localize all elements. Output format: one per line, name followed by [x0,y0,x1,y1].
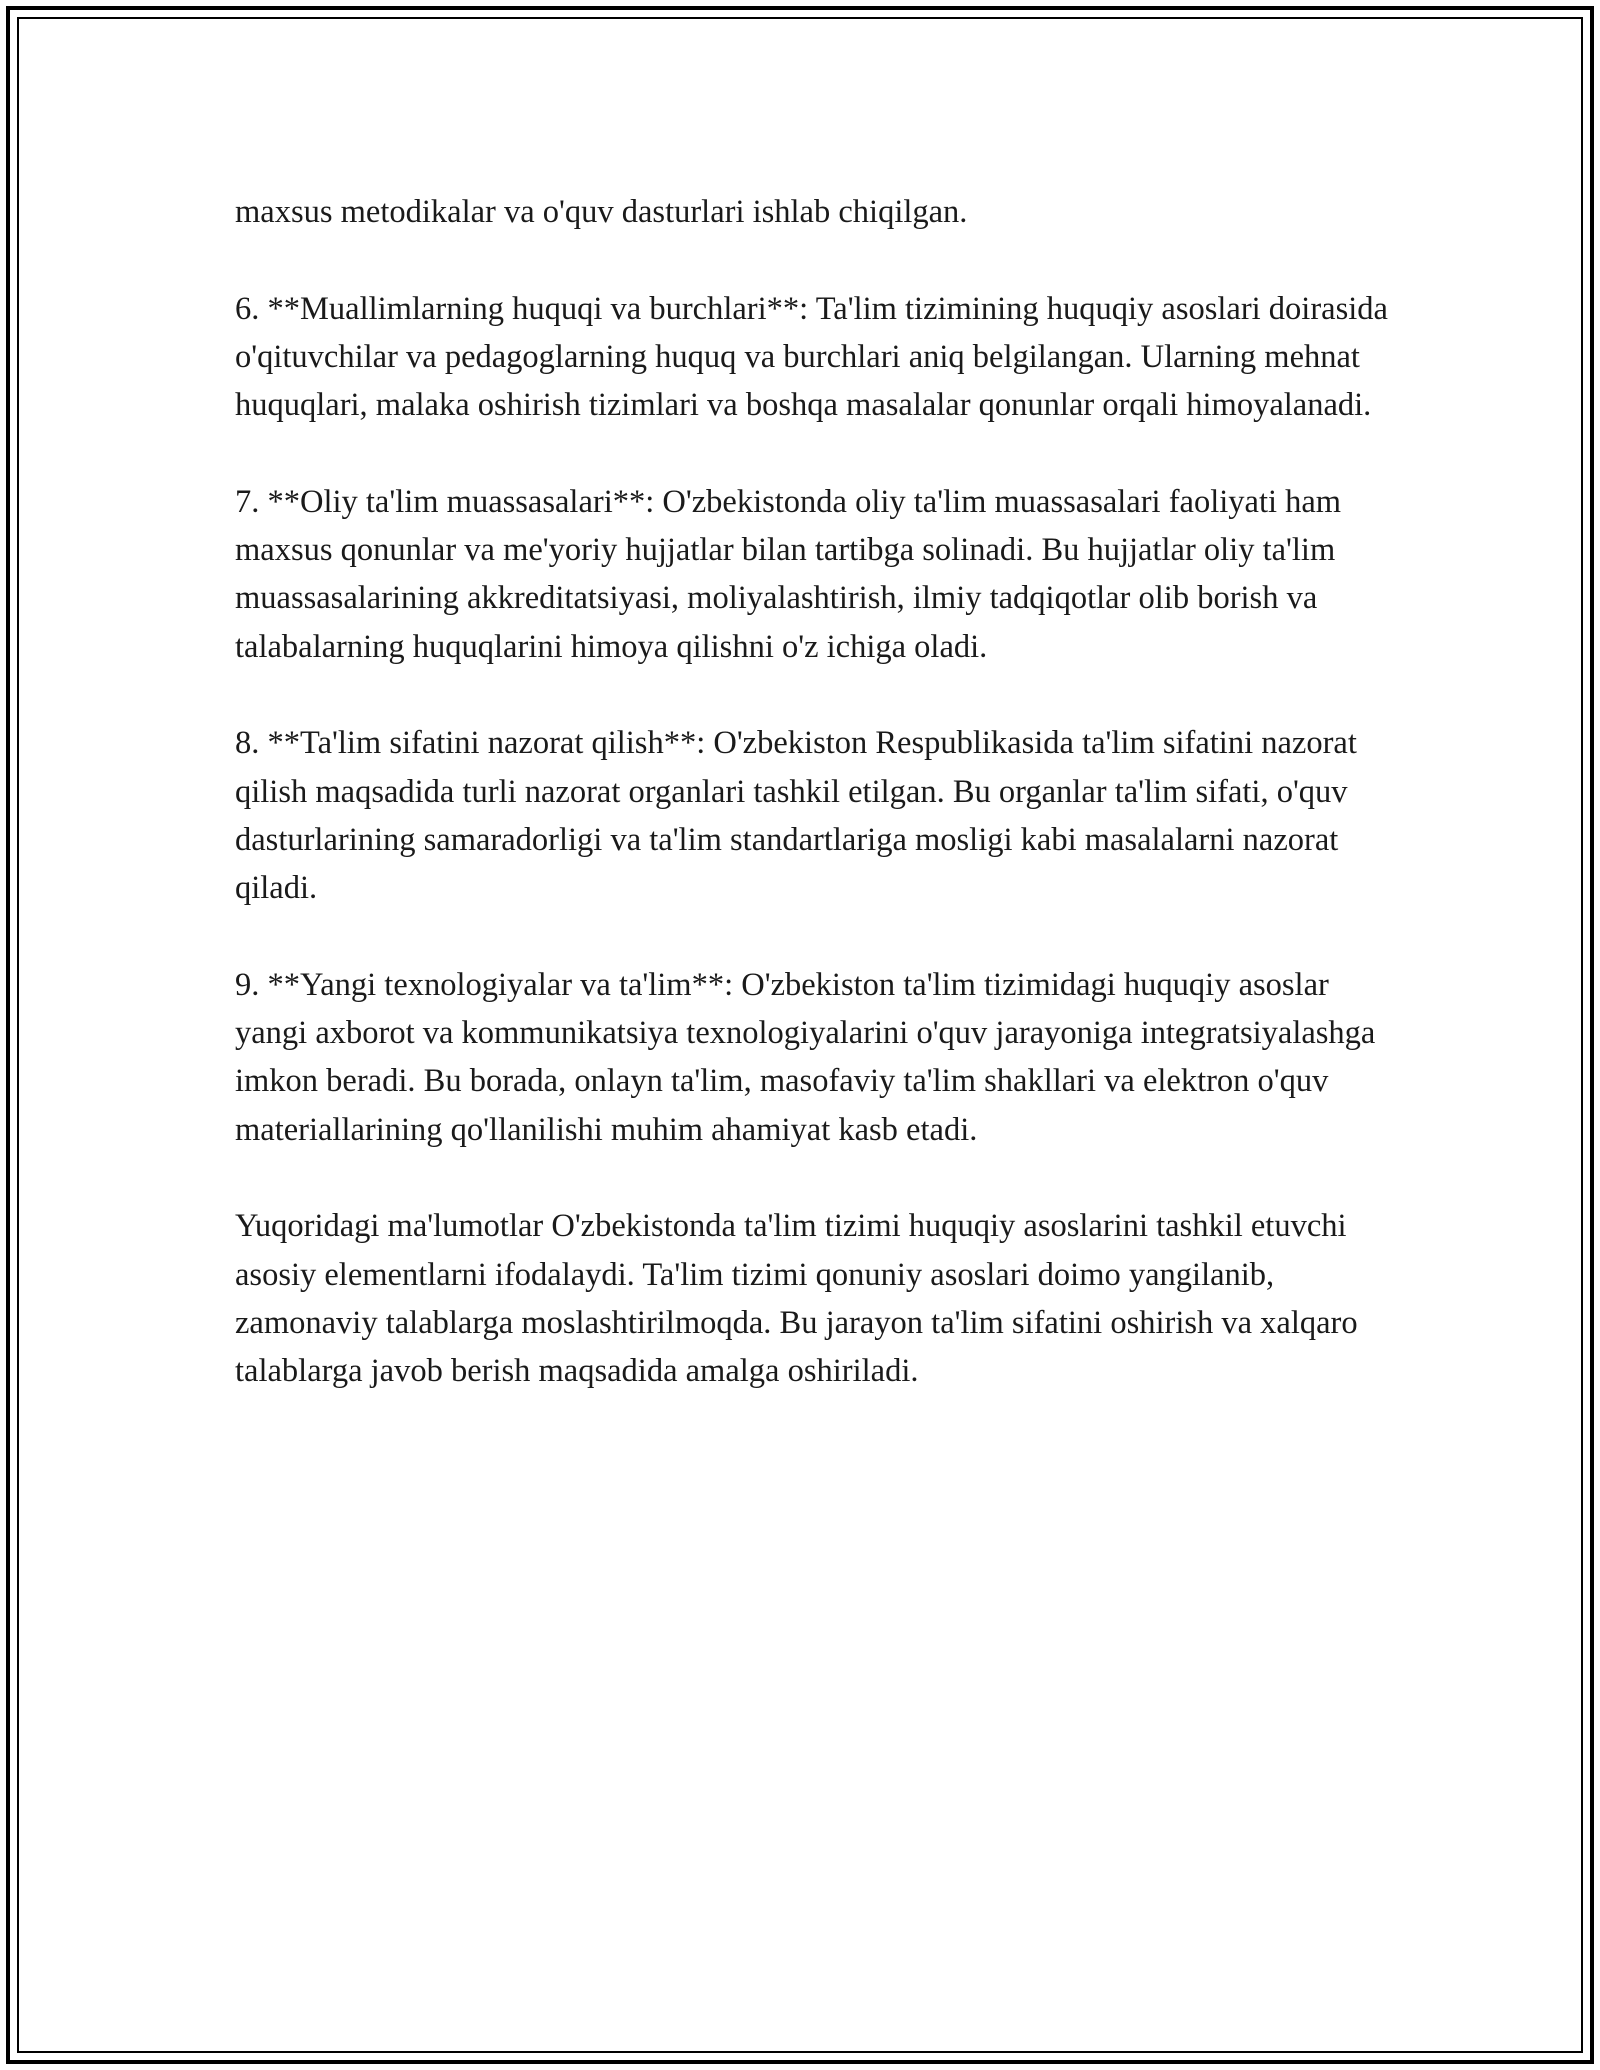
paragraph-continuation: maxsus metodikalar va o'quv dasturlari ishlab chiqilgan. [235,194,968,230]
paragraph-item-7: 7. **Oliy ta'lim muassasalari**: O'zbekistonda oliy ta'lim muassasalari faoliyati ham maxsus qonunlar va me'yoriy hujjatlar bilan tartibga solinadi. Bu hujjatlar oliy ta'lim muassasalarining akkreditatsiyasi, moliyalashtirish, ilmiy tadqiqotlar olib borish va talabalarning huquqlarini himoya qilishni o'z ichiga oladi. [235,483,1342,665]
paragraph-item-9: 9. **Yangi texnologiyalar va ta'lim**: O'zbekiston ta'lim tizimidagi huquqiy asoslar yangi axborot va kommunikatsiya texnologiyalarini o'quv jarayoniga integratsiyalashga imkon beradi. Bu borada, onlayn ta'lim, masofaviy ta'lim shakllari va elektron o'quv materiallarining qo'llanilishi muhim ahamiyat kasb etadi. [235,966,1376,1148]
paragraph-item-6: 6. **Muallimlarning huquqi va burchlari**: Ta'lim tizimining huquqiy asoslari doirasida o'qituvchilar va pedagoglarning huquq va burchlari aniq belgilangan. Ularning mehnat huquqlari, malaka oshirish tizimlari va boshqa masalalar qonunlar orqali himoyalanadi. [235,290,1388,424]
paragraph-item-8: 8. **Ta'lim sifatini nazorat qilish**: O'zbekiston Respublikasida ta'lim sifatini nazorat qilish maqsadida turli nazorat organlari tashkil etilgan. Bu organlar ta'lim sifati, o'quv dasturlarining samaradorligi va ta'lim standartlariga mosligi kabi masalalarni nazorat qiladi. [235,725,1357,907]
document-body [235,188,1395,1395]
paragraph-conclusion: Yuqoridagi ma'lumotlar O'zbekistonda ta'lim tizimi huquqiy asoslarini tashkil etuvchi asosiy elementlarni ifodalaydi. Ta'lim tizimi qonuniy asoslari doimo yangilanib, zamonaviy talablarga moslashtirilmoqda. Bu jarayon ta'lim sifatini oshirish va xalqaro talablarga javob berish maqsadida amalga oshiriladi. [235,1208,1358,1390]
